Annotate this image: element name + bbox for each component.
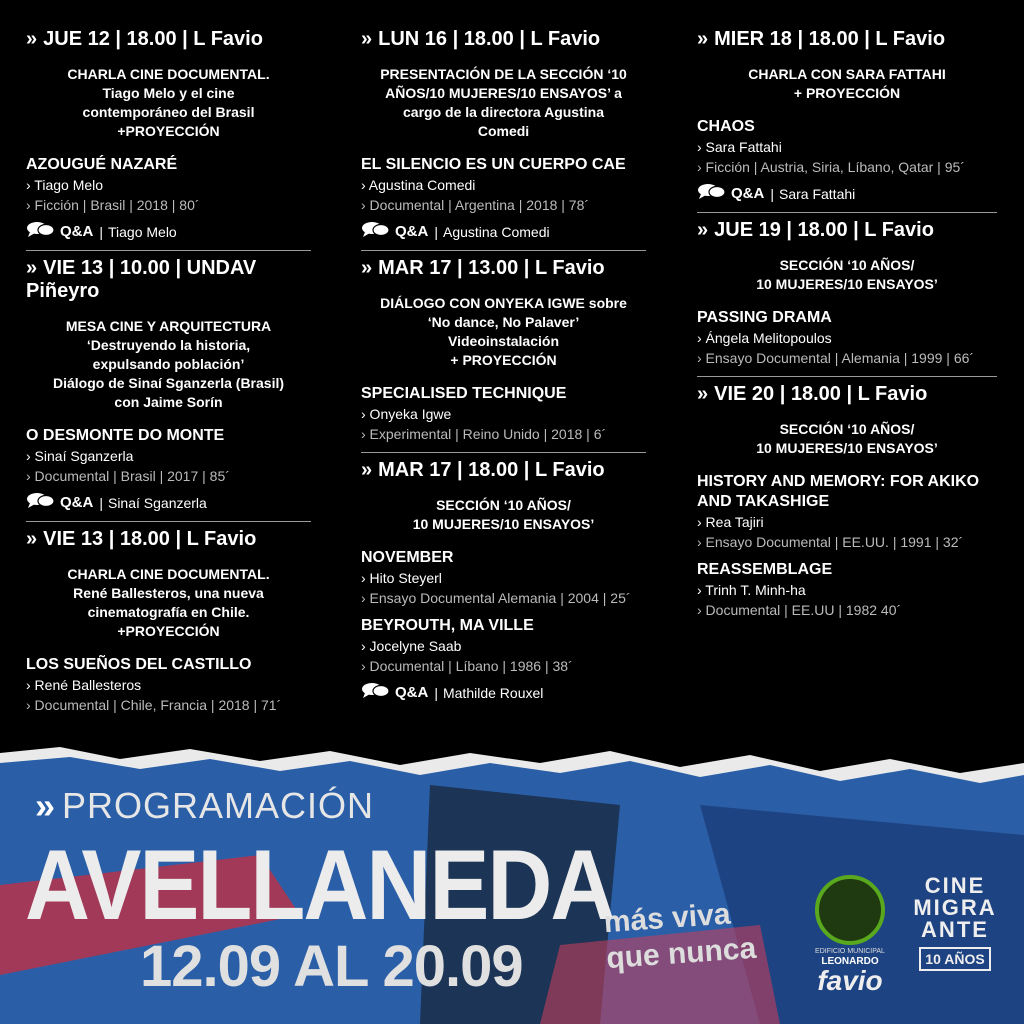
column-2 <box>361 22 646 703</box>
double-chevron-icon: » <box>697 383 709 405</box>
date-range: 12.09 AL 20.09 <box>140 934 523 999</box>
session-header <box>26 28 311 51</box>
programacion-label: PROGRAMACIÓN <box>62 785 375 826</box>
schedule-block <box>697 383 997 620</box>
slogan-line-1: más viva <box>602 897 732 940</box>
session-topic: MESA CINE Y ARQUITECTURA ‘Destruyendo la historia, expulsando población’ Diálogo de Sinaí Sganzerla (Brasil) con Jaime Sorín <box>52 318 285 410</box>
schedule-block <box>697 28 997 204</box>
session-topic: DIÁLOGO CON ONYEKA IGWE sobre ‘No dance, No Palaver’ Videoinstalación + PROYECCIÓN <box>380 295 627 368</box>
column-3 <box>697 22 997 620</box>
session-datetime: MIER 18 | 18.00 | L Favio <box>714 28 946 50</box>
session-topic: SECCIÓN ‘10 AÑOS/ 10 MUJERES/10 ENSAYOS’ <box>756 257 938 292</box>
film-entry <box>26 155 311 242</box>
session-header <box>26 528 311 551</box>
schedule-block <box>26 257 311 513</box>
qa-guest: Sara Fattahi <box>778 185 856 202</box>
section-divider <box>26 250 311 251</box>
film-director: › Tiago Melo <box>26 177 104 193</box>
speech-bubble-icon <box>361 221 391 242</box>
film-title: EL SILENCIO ES UN CUERPO CAE <box>361 156 626 173</box>
film-entry <box>361 616 646 703</box>
film-info: › Ensayo Documental | Alemania | 1999 | 66´ <box>697 350 975 366</box>
leo-logo-favio: favio <box>817 965 883 996</box>
session-topic: CHARLA CINE DOCUMENTAL. René Ballesteros, una nueva cinematografía en Chile. +PROYECCIÓN <box>67 566 270 639</box>
film-title: LOS SUEÑOS DEL CASTILLO <box>26 656 252 673</box>
film-title: AZOUGUÉ NAZARÉ <box>26 156 178 173</box>
film-director: › Sinaí Sganzerla <box>26 448 134 464</box>
leo-logo-name: LEONARDO <box>821 956 879 967</box>
bottom-banner <box>0 745 1024 1024</box>
film-info: › Documental | Brasil | 2017 | 85´ <box>26 468 230 484</box>
leonardo-favio-logo <box>805 875 895 995</box>
qa-line <box>26 221 311 242</box>
film-entry <box>361 155 646 242</box>
film-director: › Trinh T. Minh-ha <box>697 582 806 598</box>
session-header <box>697 219 997 242</box>
film-info: › Ficción | Austria, Siria, Líbano, Qatar | 95´ <box>697 159 965 175</box>
film-entry <box>361 384 646 444</box>
section-divider <box>361 250 646 251</box>
qa-line <box>697 183 997 204</box>
session-header <box>361 28 646 51</box>
session-header <box>361 459 646 482</box>
film-info: › Documental | Argentina | 2018 | 78´ <box>361 197 590 213</box>
film-director: › Jocelyne Saab <box>361 638 462 654</box>
cm-logo-line-3: ANTE <box>921 917 989 942</box>
film-title: O DESMONTE DO MONTE <box>26 427 225 444</box>
schedule-block <box>26 28 311 242</box>
qa-guest: Tiago Melo <box>107 223 177 240</box>
slogan <box>603 895 758 977</box>
film-title: PASSING DRAMA <box>697 309 832 326</box>
schedule-block <box>361 459 646 703</box>
film-info: › Experimental | Reino Unido | 2018 | 6´ <box>361 426 607 442</box>
film-director: › Rea Tajiri <box>697 514 764 530</box>
film-entry <box>697 308 997 368</box>
qa-separator: | <box>434 223 438 240</box>
double-chevron-icon: » <box>361 459 373 481</box>
session-datetime: VIE 20 | 18.00 | L Favio <box>714 383 928 405</box>
section-divider <box>361 452 646 453</box>
qa-guest: Sinaí Sganzerla <box>107 494 207 511</box>
film-info: › Ensayo Documental Alemania | 2004 | 25´ <box>361 590 631 606</box>
session-datetime: VIE 13 | 10.00 | UNDAV Piñeyro <box>26 257 257 302</box>
schedule-block <box>361 28 646 242</box>
qa-label: Q&A <box>731 184 765 202</box>
portrait-icon <box>815 875 885 945</box>
session-topic: SECCIÓN ‘10 AÑOS/ 10 MUJERES/10 ENSAYOS’ <box>412 497 595 532</box>
film-director: › Onyeka Igwe <box>361 406 452 422</box>
cm-logo-line-1: CINE <box>924 873 986 898</box>
session-datetime: LUN 16 | 18.00 | L Favio <box>378 28 601 50</box>
qa-separator: | <box>770 185 774 202</box>
double-chevron-icon: » <box>26 257 38 279</box>
session-datetime: MAR 17 | 13.00 | L Favio <box>378 257 605 279</box>
film-info: › Documental | Chile, Francia | 2018 | 71´ <box>26 697 282 713</box>
film-entry <box>26 426 311 513</box>
film-entry <box>697 472 997 552</box>
film-entry <box>26 655 311 715</box>
session-datetime: MAR 17 | 18.00 | L Favio <box>378 459 605 481</box>
film-director: › Hito Steyerl <box>361 570 442 586</box>
double-chevron-icon: » <box>26 528 38 550</box>
speech-bubble-icon <box>361 682 391 703</box>
speech-bubble-icon <box>26 492 56 513</box>
film-entry <box>697 560 997 620</box>
film-info: › Documental | EE.UU | 1982 40´ <box>697 602 902 618</box>
session-header <box>361 257 646 280</box>
leo-logo-subtitle: EDIFICIO MUNICIPAL <box>815 948 885 955</box>
film-info: › Ficción | Brasil | 2018 | 80´ <box>26 197 200 213</box>
qa-separator: | <box>434 684 438 701</box>
session-topic: PRESENTACIÓN DE LA SECCIÓN ‘10 AÑOS/10 MUJERES/10 ENSAYOS’ a cargo de la directora Agustina Comedi <box>380 66 627 139</box>
film-title: SPECIALISED TECHNIQUE <box>361 385 567 402</box>
qa-line <box>361 221 646 242</box>
speech-bubble-icon <box>26 221 56 242</box>
film-title: NOVEMBER <box>361 549 454 566</box>
qa-label: Q&A <box>395 222 429 240</box>
cm-logo-line-2: MIGRA <box>913 895 997 920</box>
section-divider <box>697 376 997 377</box>
cm-logo-years: 10 AÑOS <box>919 947 990 971</box>
film-director: › Sara Fattahi <box>697 139 782 155</box>
double-chevron-icon: » <box>361 257 373 279</box>
session-header <box>697 383 997 406</box>
section-divider <box>26 521 311 522</box>
double-chevron-icon: » <box>697 28 709 50</box>
qa-label: Q&A <box>60 493 94 511</box>
qa-label: Q&A <box>60 222 94 240</box>
column-1 <box>26 22 311 715</box>
qa-separator: | <box>99 223 103 240</box>
session-topic: SECCIÓN ‘10 AÑOS/ 10 MUJERES/10 ENSAYOS’ <box>756 421 938 456</box>
session-datetime: VIE 13 | 18.00 | L Favio <box>43 528 257 550</box>
qa-guest: Agustina Comedi <box>442 223 550 240</box>
programacion-title <box>35 785 374 827</box>
qa-separator: | <box>99 494 103 511</box>
film-director: › Agustina Comedi <box>361 177 476 193</box>
film-entry <box>361 548 646 608</box>
qa-label: Q&A <box>395 683 429 701</box>
section-divider <box>697 212 997 213</box>
film-title: CHAOS <box>697 118 755 135</box>
schedule-block <box>697 219 997 368</box>
double-chevron-icon: » <box>697 219 709 241</box>
session-header <box>26 257 311 303</box>
double-chevron-icon: » <box>361 28 373 50</box>
film-entry <box>697 117 997 204</box>
qa-line <box>361 682 646 703</box>
double-chevron-icon: » <box>26 28 38 50</box>
slogan-line-2: que nunca <box>605 931 758 976</box>
session-topic: CHARLA CON SARA FATTAHI + PROYECCIÓN <box>748 66 946 101</box>
qa-guest: Mathilde Rouxel <box>442 684 544 701</box>
session-header <box>697 28 997 51</box>
film-info: › Documental | Líbano | 1986 | 38´ <box>361 658 573 674</box>
session-datetime: JUE 19 | 18.00 | L Favio <box>714 219 934 241</box>
film-director: › Ángela Melitopoulos <box>697 330 832 346</box>
schedule-block <box>26 528 311 715</box>
film-info: › Ensayo Documental | EE.UU. | 1991 | 32´ <box>697 534 964 550</box>
city-title: AVELLANEDA <box>25 831 614 942</box>
film-title: REASSEMBLAGE <box>697 561 833 578</box>
film-director: › René Ballesteros <box>26 677 142 693</box>
chevron-right-icon: » <box>35 785 57 826</box>
speech-bubble-icon <box>697 183 727 204</box>
qa-line <box>26 492 311 513</box>
film-title: HISTORY AND MEMORY: FOR AKIKO AND TAKASHIGE <box>697 473 980 510</box>
session-topic: CHARLA CINE DOCUMENTAL. Tiago Melo y el cine contemporáneo del Brasil +PROYECCIÓN <box>67 66 270 139</box>
schedule-block <box>361 257 646 444</box>
film-title: BEYROUTH, MA VILLE <box>361 617 534 634</box>
cine-migrante-logo <box>905 875 1005 971</box>
session-datetime: JUE 12 | 18.00 | L Favio <box>43 28 263 50</box>
